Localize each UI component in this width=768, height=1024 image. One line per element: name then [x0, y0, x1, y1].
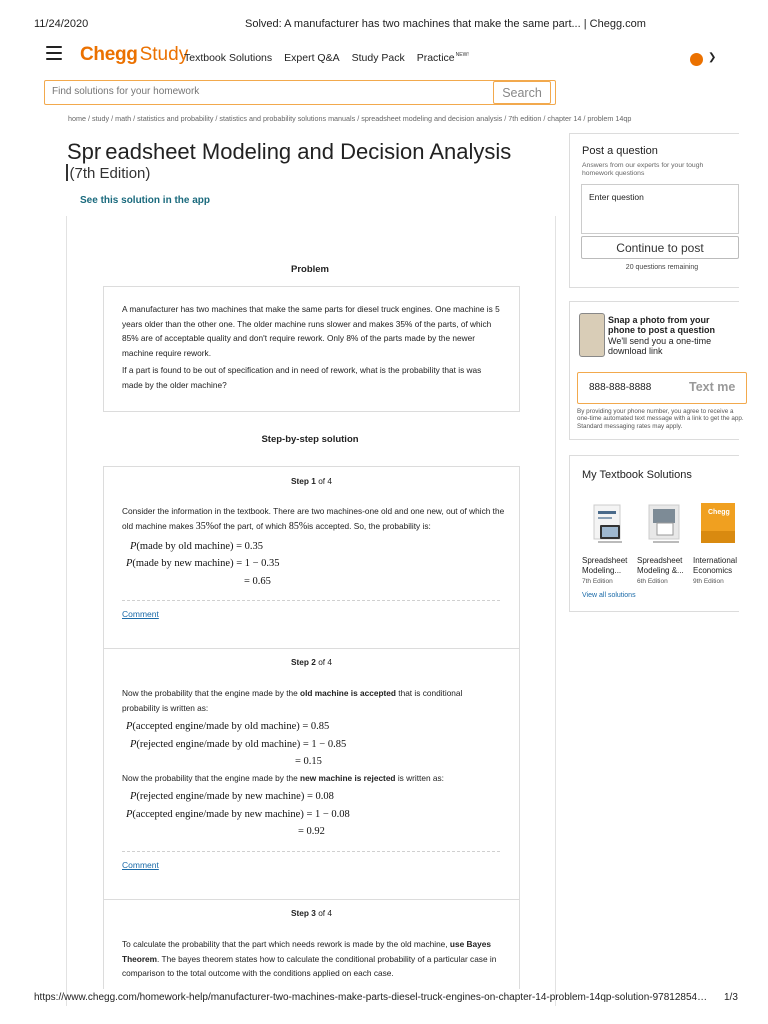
- book-edition: 6th Edition: [637, 578, 668, 585]
- equation: = 0.92: [298, 826, 325, 837]
- step-word: Step: [290, 908, 309, 918]
- view-all-solutions-link[interactable]: View all solutions: [582, 592, 636, 599]
- book-title: Spreadsheet: [582, 556, 628, 565]
- solution-heading: Step-by-step solution: [261, 434, 359, 445]
- phone-photo-icon: [579, 313, 605, 357]
- step-1-text-a: Consider the information in the textbook. There are two machines-one old and one new, out of which the old machine makes: [122, 506, 505, 531]
- equation: P(rejected engine/made by new machine) = 0.08: [130, 791, 334, 802]
- nav-practice-label: Practice: [416, 52, 455, 64]
- book-info[interactable]: [637, 556, 684, 585]
- step-3-text-a: To calculate the probability that the part which needs rework is made by the old machine,: [122, 939, 450, 949]
- question-textarea[interactable]: Enter question: [581, 184, 739, 234]
- step-of: of 4: [318, 657, 333, 667]
- chegg-study-logo[interactable]: [80, 44, 188, 66]
- post-question-title: Post a question: [582, 145, 658, 157]
- see-solution-in-app-link[interactable]: See this solution in the app: [80, 195, 211, 206]
- new-badge: NEW!: [455, 52, 469, 58]
- chevron-down-icon[interactable]: ❯: [708, 52, 717, 63]
- book-title: Economics: [693, 565, 733, 575]
- step-3-text-b: . The bayes theorem states how to calculate the conditional probability of a particular case in comparison to the total outcome with the conditions applied on each case.: [122, 953, 497, 978]
- book-edition: 9th Edition: [693, 578, 724, 585]
- step-1-text-c: is accepted. So, the probability is:: [307, 520, 431, 531]
- step-1-val-a: 35%: [195, 520, 215, 532]
- problem-text-1: A manufacturer has two machines that make the same parts for diesel truck engines. One machine is 5 years older than the other one. The older machine runs slower and makes 35% of the parts, of which 85% are of acceptable quality and don't require rework. Only 8% of the parts made by the newer machine require rework.: [122, 304, 500, 358]
- step-2-mid: [122, 771, 502, 786]
- my-textbook-solutions-title: My Textbook Solutions: [582, 469, 692, 481]
- equation: P(accepted engine/made by old machine) = 0.85: [126, 721, 330, 732]
- step-2-intro: [122, 686, 502, 715]
- book-info[interactable]: [582, 556, 627, 585]
- book-cover[interactable]: [590, 503, 630, 545]
- book-title: Spreadsheet: [637, 556, 683, 565]
- step-1-text: [122, 504, 508, 534]
- step-2-intro-a: Now the probability that the engine made by the: [122, 688, 301, 698]
- step-number: 2: [311, 657, 316, 667]
- nav-expert-qa[interactable]: Expert Q&A: [284, 52, 340, 64]
- hamburger-menu-icon[interactable]: [46, 46, 62, 60]
- questions-remaining: 20 questions remaining: [625, 264, 699, 271]
- step-1-label: [103, 476, 520, 486]
- main-nav: [184, 52, 469, 64]
- equation: P(made by new machine) = 1 − 0.35: [126, 558, 280, 569]
- problem-heading: Problem: [290, 264, 329, 275]
- problem-text-2: If a part is found to be out of specification and in need of rework, what is the probability that is was made by the older machine?: [122, 365, 482, 390]
- print-title: Solved: A manufacturer has two machines that make the same part... | Chegg.com: [245, 18, 646, 30]
- book-title: Modeling &...: [637, 565, 684, 575]
- phone-input[interactable]: 888-888-8888: [589, 382, 652, 393]
- logo-product: Study: [139, 44, 189, 65]
- edition-text: (7th Edition): [69, 165, 151, 182]
- continue-to-post-button[interactable]: Continue to post: [581, 236, 739, 259]
- search-input[interactable]: [52, 86, 452, 97]
- page-title: [67, 139, 511, 165]
- step-2-intro-b: that is conditional probability is written as:: [122, 688, 463, 713]
- step-number: 3: [311, 908, 316, 918]
- equation: P(made by old machine) = 0.35: [130, 541, 264, 552]
- book-title: International: [693, 556, 738, 565]
- book-edition: [66, 164, 150, 182]
- step-2-intro-bold: old machine is accepted: [300, 688, 396, 698]
- step-divider: [122, 600, 500, 601]
- step-3-text: [122, 937, 502, 981]
- book-edition: 7th Edition: [582, 578, 613, 585]
- print-page-number: 1/3: [724, 992, 738, 1003]
- equation: P(rejected engine/made by old machine) = 1 − 0.85: [130, 739, 347, 750]
- snap-subtitle: We'll send you a one-time download link: [608, 336, 712, 356]
- step-of: of 4: [318, 476, 333, 486]
- nav-study-pack[interactable]: Study Pack: [351, 52, 405, 64]
- text-cursor-icon: [66, 164, 68, 181]
- step-number: 1: [311, 476, 316, 486]
- snap-title: Snap a photo from your phone to post a question: [608, 315, 715, 335]
- step-2-mid-a: Now the probability that the engine made by the: [122, 773, 301, 783]
- equation: = 0.65: [244, 576, 271, 587]
- comment-link[interactable]: Comment: [122, 609, 159, 619]
- step-word: Step: [290, 476, 309, 486]
- title-part2: eadsheet Modeling and Decision Analysis: [105, 139, 512, 164]
- nav-practice[interactable]: [417, 52, 469, 64]
- breadcrumb[interactable]: home / study / math / statistics and probability / statistics and probability solutions manuals / spreadsheet modeling and decision analysis / 7th edition / chapter 14 / problem 14qp: [68, 114, 632, 123]
- nav-textbook-solutions[interactable]: Textbook Solutions: [184, 52, 273, 64]
- cover-brand: Chegg: [708, 509, 730, 516]
- equation: P(accepted engine/made by new machine) = 1 − 0.08: [126, 809, 350, 820]
- step-2-label: [103, 657, 520, 667]
- step-of: of 4: [318, 908, 333, 918]
- step-3-bold: use Bayes Theorem: [122, 939, 491, 964]
- text-me-button[interactable]: Text me: [689, 380, 736, 394]
- comment-link[interactable]: Comment: [122, 860, 159, 870]
- sms-disclaimer: By providing your phone number, you agree to receive a one-time automated text message with a link to get the app. Standard messaging rates may apply.: [577, 408, 744, 430]
- print-date: 11/24/2020: [34, 18, 89, 30]
- book-cover[interactable]: [645, 503, 685, 545]
- search-button[interactable]: Search: [493, 81, 551, 104]
- step-divider: [122, 851, 500, 852]
- equation: = 0.15: [295, 756, 322, 767]
- title-part1: Spr: [67, 139, 102, 164]
- book-cover[interactable]: [701, 503, 735, 543]
- book-title: Modeling...: [582, 565, 622, 575]
- step-2-mid-b: is written as:: [395, 773, 444, 783]
- post-question-subtitle: Answers from our experts for your tough homework questions: [582, 162, 704, 177]
- logo-brand: Chegg: [80, 44, 138, 65]
- print-url: https://www.chegg.com/homework-help/manufacturer-two-machines-make-parts-diesel-truck-engines-on-chapter-14-problem-14qp-solution-97812854…: [34, 992, 708, 1003]
- step-1-val-b: 85%: [288, 520, 308, 532]
- user-avatar[interactable]: [690, 53, 703, 66]
- step-1-text-b: of the part, of which: [214, 520, 289, 531]
- step-2-mid-bold: new machine is rejected: [300, 773, 396, 783]
- step-word: Step: [290, 657, 309, 667]
- step-3-label: [103, 908, 520, 918]
- book-info[interactable]: [693, 556, 740, 585]
